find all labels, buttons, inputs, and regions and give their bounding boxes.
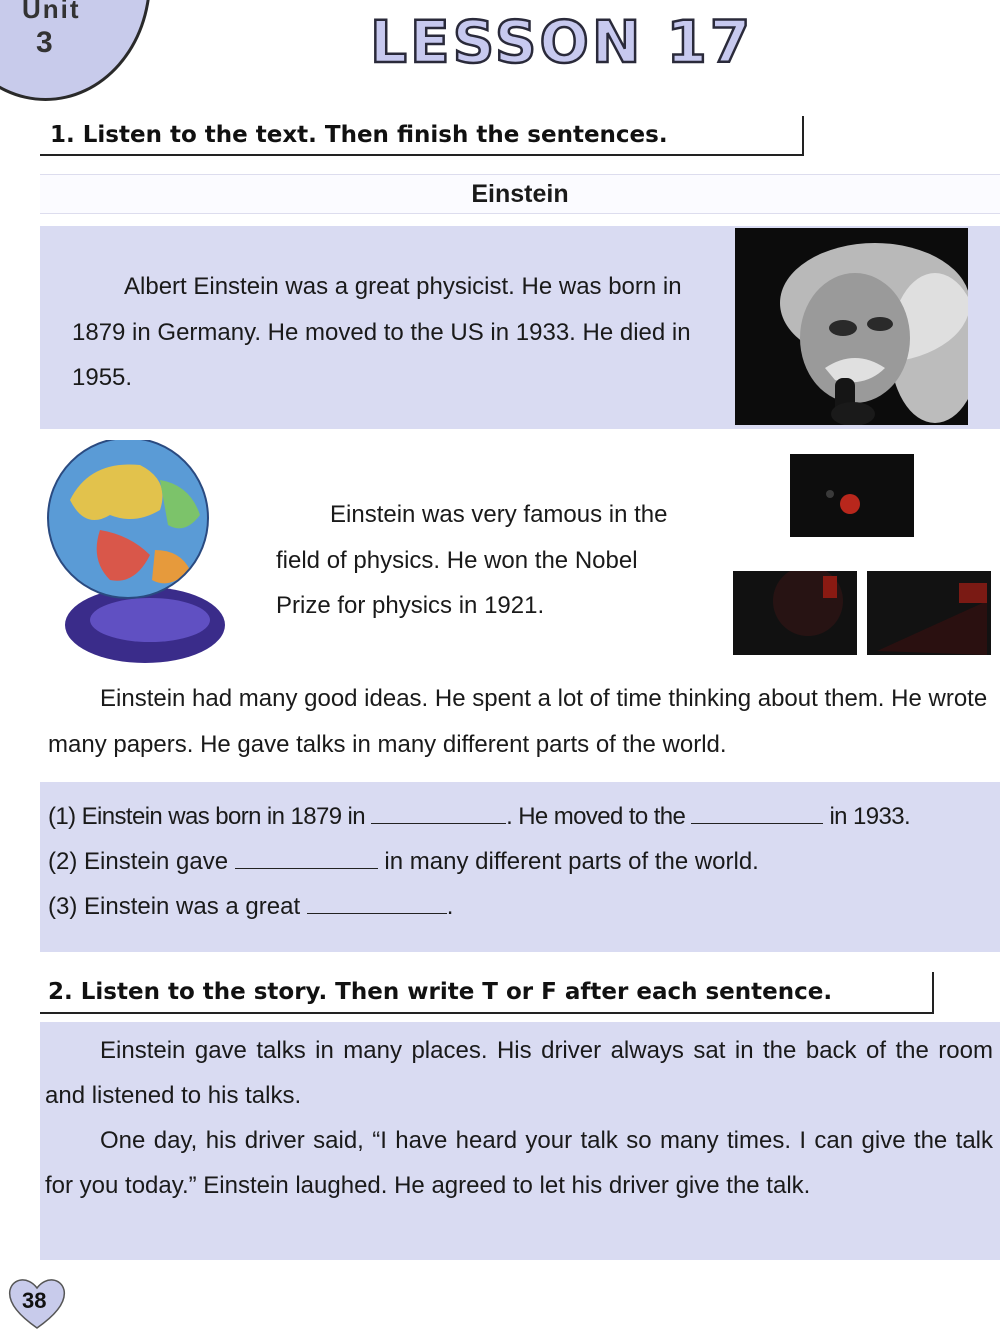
exercise-1-blank-1[interactable] (371, 801, 506, 824)
exercise-3-text-b: . (446, 893, 454, 920)
exercise-3 (48, 891, 998, 922)
exercise-1-text-b: . He moved to the (506, 803, 692, 830)
unit-label: Unit (22, 0, 81, 24)
exercise-2 (48, 846, 998, 877)
exercise-2-blank[interactable] (235, 846, 378, 869)
unit-number: 3 (36, 26, 53, 59)
globe-image (40, 440, 240, 670)
paragraph1: Albert Einstein was a great physicist. He was born in 1879 in Germany. He moved to the US in 1933. He died in 1955. (72, 273, 691, 391)
section2-heading: 2. Listen to the story. Then write T or F after each sentence. (40, 972, 934, 1014)
exercise-1-blank-2[interactable] (691, 801, 823, 824)
einstein-portrait-image (735, 228, 968, 425)
page-number: 38 (22, 1288, 47, 1313)
exercise-1-text-a: (1) Einstein was born in 1879 in (48, 803, 372, 830)
paragraph3: Einstein had many good ideas. He spent a lot of time thinking about them. He wrote many papers. He gave talks in many different parts of the world. (48, 685, 988, 758)
section1-heading: 1. Listen to the text. Then finish the sentences. (40, 116, 804, 156)
story-paragraph2: One day, his driver said, “I have heard your talk so many times. I can give the talk for you today.” Einstein laughed. He agreed to let his driver give the talk. (45, 1127, 993, 1199)
story-title: Einstein (40, 174, 1000, 214)
lesson-title: LESSON 17 (370, 8, 754, 76)
exercise-2-text-b: in many different parts of the world. (377, 848, 759, 875)
exercise-2-text-a: (2) Einstein gave (48, 848, 235, 875)
story-paragraph1: Einstein gave talks in many places. His driver always sat in the back of the room and listened to his talks. (45, 1037, 993, 1109)
exercise-3-text-a: (3) Einstein was a great (48, 893, 307, 920)
exercise-1 (48, 801, 998, 832)
nobel-photo-1 (790, 454, 914, 537)
exercise-3-blank[interactable] (307, 891, 447, 914)
exercise-1-text-c: in 1933. (823, 803, 911, 830)
paragraph2: Einstein was very famous in the field of physics. He won the Nobel Prize for physics in 1921. (276, 501, 668, 619)
nobel-photo-3 (867, 571, 991, 655)
nobel-photo-2 (733, 571, 857, 655)
